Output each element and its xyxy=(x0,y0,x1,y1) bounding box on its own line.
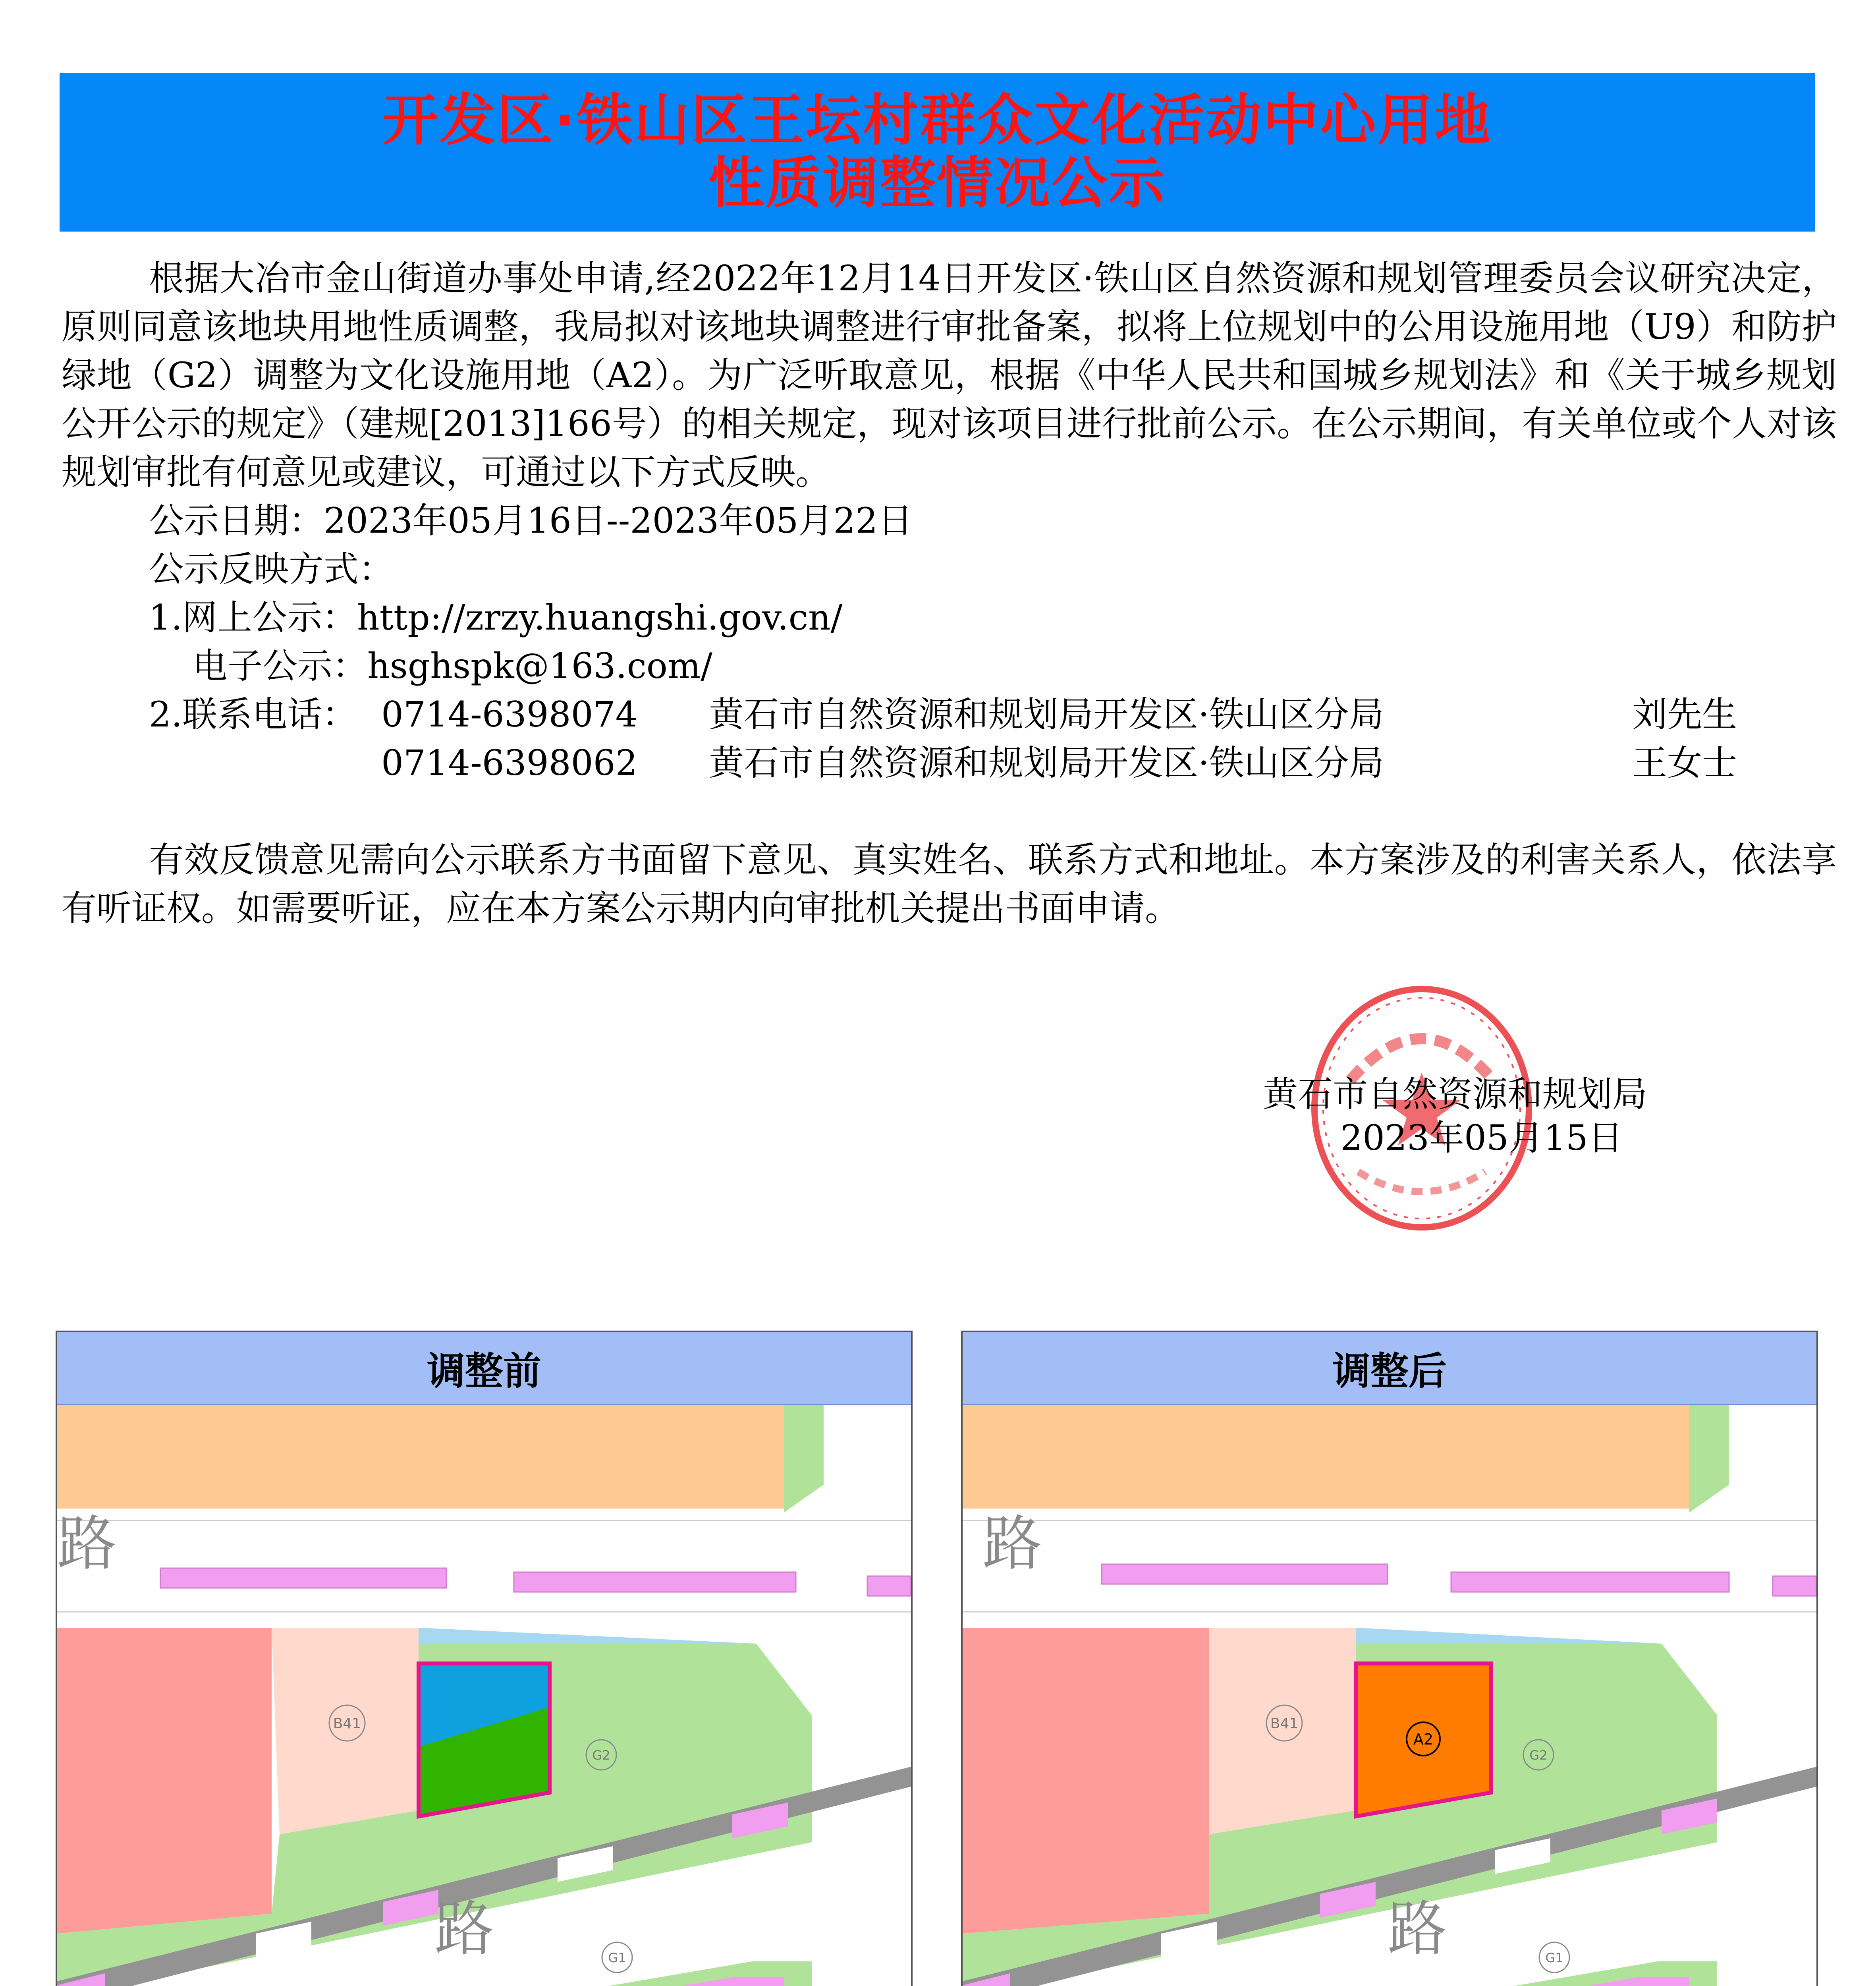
contact-row-1 xyxy=(62,690,1837,739)
road-label-bottom: 路 xyxy=(434,1895,494,1964)
map-panel-after xyxy=(961,1331,1818,1986)
map-panel-title: 调整后 xyxy=(963,1332,1816,1405)
contact-prefix: 2.联系电话： xyxy=(149,694,357,735)
g1-label: G1 xyxy=(608,1950,626,1965)
road-marking xyxy=(867,1576,911,1596)
signature-org: 黄石市自然资源和规划局 xyxy=(1263,1074,1648,1115)
notice-date-line: 公示日期：2023年05月16日--2023年05月22日 xyxy=(149,500,913,541)
contact-person: 王女士 xyxy=(1632,742,1737,783)
road-marking xyxy=(1102,1564,1388,1584)
road-label-top: 路 xyxy=(57,1509,117,1578)
contact-phone: 0714-6398062 xyxy=(381,742,638,783)
signature-block xyxy=(1263,1072,1647,1160)
residential-parcel xyxy=(963,1405,1689,1509)
b41-label: B41 xyxy=(1270,1716,1299,1732)
residential-parcel xyxy=(57,1405,784,1509)
signature-date: 2023年05月15日 xyxy=(1340,1117,1623,1158)
g2-label: G2 xyxy=(1529,1748,1548,1763)
notice-paragraph-1: 根据大冶市金山街道办事处申请,经2022年12月14日开发区·铁山区自然资源和规划管理委员会议研究决定，原则同意该地块用地性质调整，我局拟对该地块调整进行审批备案，拟将上位规划中的公用设施用地（U9）和防护绿地（G2）调整为文化设施用地（A2）。为广泛听取意见，根据《中华人民共和国城乡规划法》和《关于城乡规划公开公示的规定》（建规[2013]166号）的相关规定，现对该项目进行批前公示。在公示期间，有关单位或个人对该规划审批有何意见或建议，可通过以下方式反映。 xyxy=(62,258,1837,493)
land-use-map-after xyxy=(963,1405,1816,1986)
contact-phone: 0714-6398074 xyxy=(381,694,638,735)
map-panel-before xyxy=(56,1331,913,1986)
b41-label: B41 xyxy=(333,1716,361,1732)
contact-org: 黄石市自然资源和规划局开发区·铁山区分局 xyxy=(709,694,1384,735)
commercial-parcel xyxy=(57,1628,272,1934)
map-panel-title: 调整前 xyxy=(57,1332,911,1405)
road-marking xyxy=(160,1568,446,1588)
road-marking xyxy=(1451,1572,1729,1592)
a2-label: A2 xyxy=(1413,1731,1434,1748)
commercial-parcel xyxy=(963,1628,1209,1934)
title-banner xyxy=(60,73,1815,232)
title-line-1: 开发区·铁山区王坛村群众文化活动中心用地 xyxy=(382,88,1492,153)
contact-row-2 xyxy=(62,739,1837,787)
notice-online-line: 1.网上公示：http://zrzy.huangshi.gov.cn/ xyxy=(149,597,843,638)
title-line-2: 性质调整情况公示 xyxy=(708,151,1166,216)
road-label-bottom: 路 xyxy=(1388,1895,1448,1964)
notice-paragraph-2: 有效反馈意见需向公示联系方书面留下意见、真实姓名、联系方式和地址。本方案涉及的利害关系人，依法享有听证权。如需要听证，应在本方案公示期内向审批机关提出书面申请。 xyxy=(62,839,1837,929)
road-marking xyxy=(514,1572,796,1592)
notice-method-heading: 公示反映方式： xyxy=(149,549,394,589)
road-label-top: 路 xyxy=(982,1509,1042,1578)
contact-org: 黄石市自然资源和规划局开发区·铁山区分局 xyxy=(709,742,1384,783)
notice-email-line: 电子公示：hsghspk@163.com/ xyxy=(193,645,712,686)
road-marking xyxy=(1773,1576,1816,1596)
land-use-map-before xyxy=(57,1405,911,1986)
contact-person: 刘先生 xyxy=(1632,694,1737,735)
g2-label: G2 xyxy=(592,1748,610,1763)
g1-label: G1 xyxy=(1545,1950,1563,1965)
notice-body xyxy=(62,254,1837,933)
